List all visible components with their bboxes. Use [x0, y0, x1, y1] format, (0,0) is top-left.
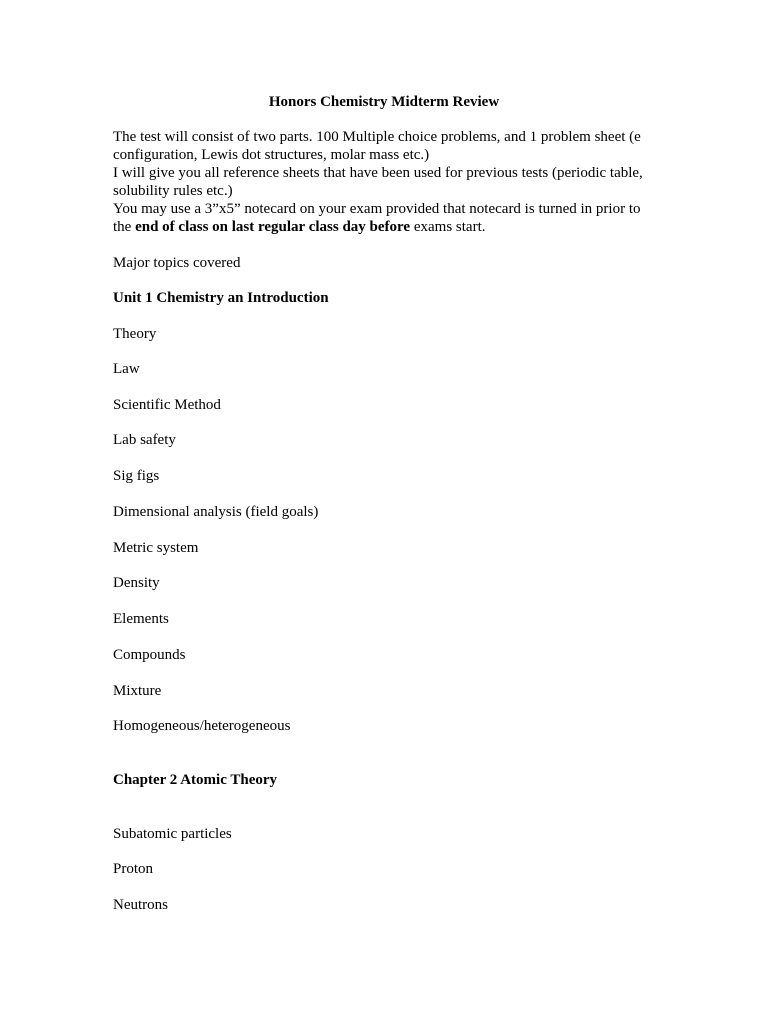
- intro-paragraph-notecard: [113, 200, 658, 236]
- list-item: Homogeneous/heterogeneous: [113, 718, 291, 734]
- list-item: Elements: [113, 611, 169, 627]
- list-item: Mixture: [113, 683, 162, 699]
- list-item: Scientific Method: [113, 397, 221, 413]
- list-item: Law: [113, 361, 140, 377]
- major-topics-label: Major topics covered: [113, 255, 241, 271]
- chapter2-heading: Chapter 2 Atomic Theory: [113, 772, 278, 788]
- intro-paragraph-reference-sheets: I will give you all reference sheets that have been used for previous tests (periodic table, solubility rules etc.): [113, 165, 643, 199]
- list-item: Proton: [113, 861, 154, 877]
- notecard-text-after: exams start.: [410, 219, 486, 235]
- notecard-deadline-emphasis: end of class on last regular class day before: [135, 219, 411, 235]
- list-item: Subatomic particles: [113, 826, 232, 842]
- list-item: Theory: [113, 326, 157, 342]
- list-item: Metric system: [113, 540, 199, 556]
- list-item: Density: [113, 575, 160, 591]
- unit1-heading: Unit 1 Chemistry an Introduction: [113, 290, 329, 306]
- list-item: Lab safety: [113, 432, 176, 448]
- notecard-text-before: You may use a 3”x5” notecard on your exam provided that notecard is turned in prior to the: [113, 201, 641, 235]
- intro-paragraph-test-format: The test will consist of two parts. 100 Multiple choice problems, and 1 problem sheet (e configuration, Lewis dot structures, molar mass etc.): [113, 129, 641, 163]
- page-title: Honors Chemistry Midterm Review: [268, 94, 500, 110]
- list-item: Neutrons: [113, 897, 168, 913]
- list-item: Compounds: [113, 647, 186, 663]
- list-item: Dimensional analysis (field goals): [113, 504, 319, 520]
- list-item: Sig figs: [113, 468, 160, 484]
- intro-section: [113, 128, 658, 236]
